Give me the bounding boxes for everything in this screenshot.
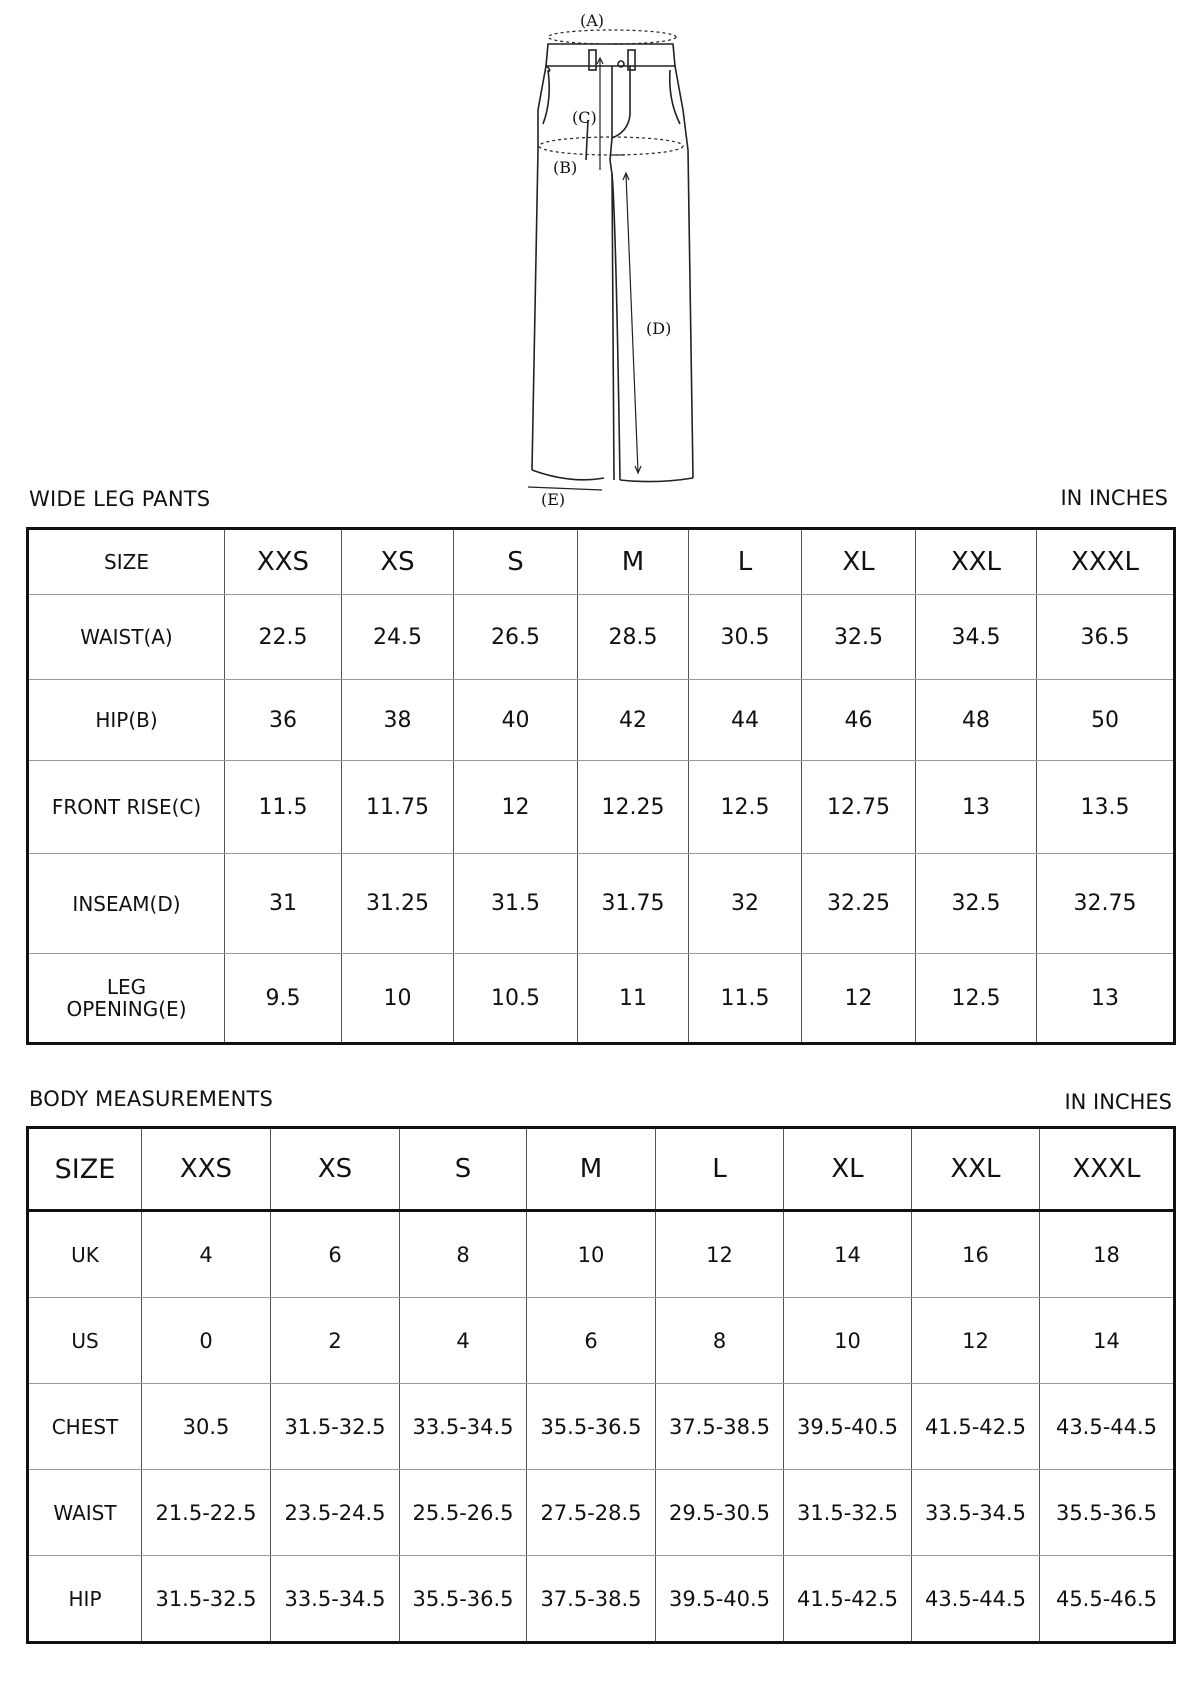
size-header-cell: XS	[342, 529, 454, 595]
table-cell: 11.5	[689, 954, 802, 1044]
table-cell: 31.5	[454, 854, 578, 954]
diagram-label-e: (E)	[541, 490, 566, 509]
table-cell: 18	[1040, 1211, 1175, 1298]
table-cell: 30.5	[689, 595, 802, 680]
table-cell: 43.5-44.5	[912, 1556, 1040, 1643]
pants-unit-label: IN INCHES	[1060, 486, 1168, 510]
diagram-label-d: (D)	[646, 319, 672, 338]
table-cell: 36	[225, 680, 342, 761]
table-cell: 6	[527, 1298, 656, 1384]
table-cell: 24.5	[342, 595, 454, 680]
size-header-cell: XXXL	[1040, 1128, 1175, 1211]
table-cell: 12	[454, 761, 578, 854]
table-cell: 33.5-34.5	[400, 1384, 527, 1470]
table-cell: 12.75	[802, 761, 916, 854]
table-cell: 12	[656, 1211, 784, 1298]
table-cell: 12.5	[916, 954, 1037, 1044]
row-label: HIP	[28, 1556, 142, 1643]
table-cell: 4	[142, 1211, 271, 1298]
table-cell: 32.25	[802, 854, 916, 954]
table-cell: 10.5	[454, 954, 578, 1044]
table-cell: 45.5-46.5	[1040, 1556, 1175, 1643]
table-cell: 13	[916, 761, 1037, 854]
size-header-cell: L	[689, 529, 802, 595]
row-label: WAIST(A)	[28, 595, 225, 680]
table-cell: 31.5-32.5	[784, 1470, 912, 1556]
table-cell: 36.5	[1037, 595, 1175, 680]
row-label-line: OPENING(E)	[66, 997, 187, 1021]
table-cell: 33.5-34.5	[912, 1470, 1040, 1556]
row-label: INSEAM(D)	[28, 854, 225, 954]
table-row	[28, 1470, 1175, 1556]
size-header-cell: XXS	[225, 529, 342, 595]
diagram-label-a: (A)	[580, 11, 605, 30]
table-cell: 32.75	[1037, 854, 1175, 954]
size-header-cell: XXS	[142, 1128, 271, 1211]
table-row	[28, 595, 1175, 680]
size-header-cell: XS	[271, 1128, 400, 1211]
size-header-cell: SIZE	[28, 1128, 142, 1211]
row-label: WAIST	[28, 1470, 142, 1556]
row-label-line: LEG	[106, 975, 147, 999]
table-cell: 8	[400, 1211, 527, 1298]
table-cell: 46	[802, 680, 916, 761]
table-cell: 28.5	[578, 595, 689, 680]
table-row	[28, 854, 1175, 954]
table-cell: 43.5-44.5	[1040, 1384, 1175, 1470]
table-cell: 12.5	[689, 761, 802, 854]
size-header-cell: L	[656, 1128, 784, 1211]
table-cell: 31.75	[578, 854, 689, 954]
size-header-cell: M	[578, 529, 689, 595]
table-cell: 37.5-38.5	[527, 1556, 656, 1643]
table-cell: 42	[578, 680, 689, 761]
table-cell: 37.5-38.5	[656, 1384, 784, 1470]
size-header-cell: SIZE	[28, 529, 225, 595]
pants-size-table	[26, 527, 1176, 1045]
body-section-title: BODY MEASUREMENTS	[29, 1087, 274, 1111]
table-cell: 29.5-30.5	[656, 1470, 784, 1556]
table-cell: 8	[656, 1298, 784, 1384]
table-cell: 10	[342, 954, 454, 1044]
table-cell: 13	[1037, 954, 1175, 1044]
body-header-row	[28, 1128, 1175, 1211]
table-cell: 35.5-36.5	[400, 1556, 527, 1643]
table-cell: 11	[578, 954, 689, 1044]
size-header-cell: XL	[802, 529, 916, 595]
table-cell: 6	[271, 1211, 400, 1298]
table-cell: 32.5	[802, 595, 916, 680]
table-row	[28, 761, 1175, 854]
table-cell: 35.5-36.5	[527, 1384, 656, 1470]
row-label: FRONT RISE(C)	[28, 761, 225, 854]
table-cell: 50	[1037, 680, 1175, 761]
row-label: CHEST	[28, 1384, 142, 1470]
table-cell: 21.5-22.5	[142, 1470, 271, 1556]
table-cell: 35.5-36.5	[1040, 1470, 1175, 1556]
table-cell: 10	[527, 1211, 656, 1298]
table-cell: 31.5-32.5	[142, 1556, 271, 1643]
table-cell: 31	[225, 854, 342, 954]
size-header-cell: XXL	[912, 1128, 1040, 1211]
diagram-label-b: (B)	[553, 158, 578, 177]
table-cell: 34.5	[916, 595, 1037, 680]
pants-diagram	[0, 0, 1200, 520]
pants-header-row	[28, 529, 1175, 595]
table-cell: 16	[912, 1211, 1040, 1298]
table-cell: 30.5	[142, 1384, 271, 1470]
row-label: US	[28, 1298, 142, 1384]
row-label: UK	[28, 1211, 142, 1298]
table-cell: 14	[1040, 1298, 1175, 1384]
table-cell: 32	[689, 854, 802, 954]
table-cell: 12.25	[578, 761, 689, 854]
table-cell: 40	[454, 680, 578, 761]
table-cell: 48	[916, 680, 1037, 761]
table-row	[28, 1298, 1175, 1384]
table-row	[28, 954, 1175, 1044]
table-cell: 12	[912, 1298, 1040, 1384]
table-row	[28, 1211, 1175, 1298]
table-cell: 38	[342, 680, 454, 761]
table-cell: 2	[271, 1298, 400, 1384]
table-row	[28, 680, 1175, 761]
table-cell: 11.75	[342, 761, 454, 854]
size-header-cell: S	[454, 529, 578, 595]
table-cell: 39.5-40.5	[784, 1384, 912, 1470]
table-cell: 14	[784, 1211, 912, 1298]
table-cell: 9.5	[225, 954, 342, 1044]
row-label: HIP(B)	[28, 680, 225, 761]
table-cell: 12	[802, 954, 916, 1044]
table-cell: 32.5	[916, 854, 1037, 954]
size-header-cell: XXXL	[1037, 529, 1175, 595]
size-header-cell: XL	[784, 1128, 912, 1211]
table-cell: 10	[784, 1298, 912, 1384]
table-row	[28, 1556, 1175, 1643]
pants-section-title: WIDE LEG PANTS	[29, 487, 211, 511]
table-cell: 23.5-24.5	[271, 1470, 400, 1556]
table-cell: 39.5-40.5	[656, 1556, 784, 1643]
diagram-label-c: (C)	[572, 108, 597, 127]
size-header-cell: M	[527, 1128, 656, 1211]
body-unit-label: IN INCHES	[1064, 1090, 1172, 1114]
size-header-cell: XXL	[916, 529, 1037, 595]
size-header-cell: S	[400, 1128, 527, 1211]
body-size-table	[26, 1126, 1176, 1644]
table-cell: 26.5	[454, 595, 578, 680]
table-cell: 4	[400, 1298, 527, 1384]
table-cell: 13.5	[1037, 761, 1175, 854]
table-cell: 0	[142, 1298, 271, 1384]
table-cell: 41.5-42.5	[912, 1384, 1040, 1470]
table-cell: 33.5-34.5	[271, 1556, 400, 1643]
table-cell: 11.5	[225, 761, 342, 854]
table-row	[28, 1384, 1175, 1470]
table-cell: 31.25	[342, 854, 454, 954]
table-cell: 31.5-32.5	[271, 1384, 400, 1470]
table-cell: 22.5	[225, 595, 342, 680]
table-cell: 44	[689, 680, 802, 761]
table-cell: 25.5-26.5	[400, 1470, 527, 1556]
table-cell: 27.5-28.5	[527, 1470, 656, 1556]
row-label	[28, 954, 225, 1044]
table-cell: 41.5-42.5	[784, 1556, 912, 1643]
